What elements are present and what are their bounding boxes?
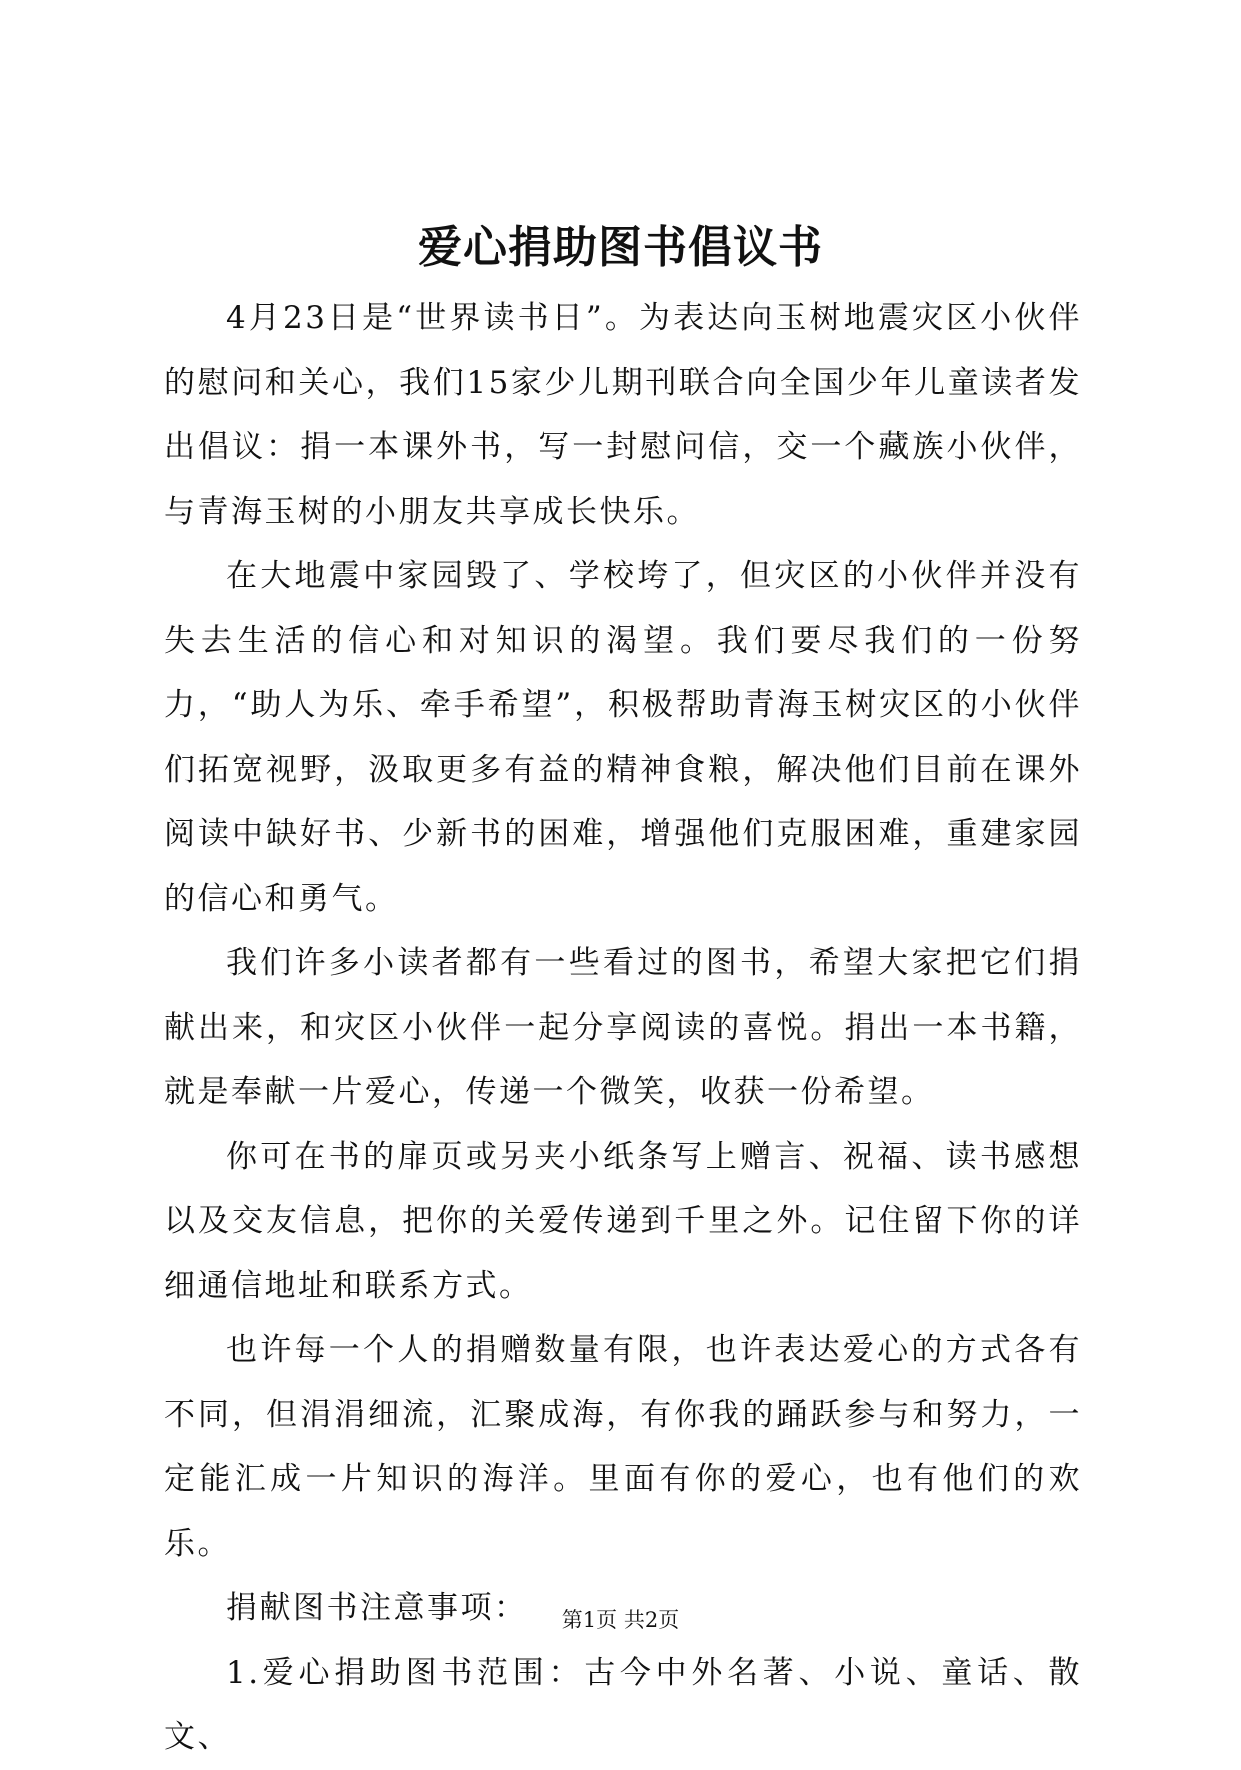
- document-body: [164, 286, 1082, 1770]
- page-number-footer: 第1页 共2页: [561, 1608, 680, 1632]
- paragraph-donate-books: 我们许多小读者都有一些看过的图书，希望大家把它们捐献出来，和灾区小伙伴一起分享阅读的喜悦。捐出一本书籍，就是奉献一片爱心，传递一个微笑，收获一份希望。: [164, 945, 1082, 1110]
- paragraph-participation: 也许每一个人的捐赠数量有限，也许表达爱心的方式各有不同，但涓涓细流，汇聚成海，有你我的踊跃参与和努力，一定能汇成一片知识的海洋。里面有你的爱心，也有他们的欢乐。: [164, 1332, 1082, 1562]
- paragraph-disaster: 在大地震中家园毁了、学校垮了，但灾区的小伙伴并没有失去生活的信心和对知识的渴望。我们要尽我们的一份努力，“助人为乐、牵手希望”，积极帮助青海玉树灾区的小伙伴们拓宽视野，汲取更多有益的精神食粮，解决他们目前在课外阅读中缺好书、少新书的困难，增强他们克服困难，重建家园的信心和勇气。: [164, 558, 1082, 917]
- document-title: 爱心捐助图书倡议书: [418, 222, 823, 273]
- paragraph-inscription: 你可在书的扉页或另夹小纸条写上赠言、祝福、读书感想以及交友信息，把你的关爱传递到千里之外。记住留下你的详细通信地址和联系方式。: [164, 1138, 1082, 1304]
- paragraph-intro: 4月23日是“世界读书日”。为表达向玉树地震灾区小伙伴的慰问和关心，我们15家少儿期刊联合向全国少年儿童读者发出倡议：捐一本课外书，写一封慰问信，交一个藏族小伙伴，与青海玉树的小朋友共享成长快乐。: [164, 300, 1082, 530]
- paragraph-note-1: 1.爱心捐助图书范围：古今中外名著、小说、童话、散文、: [164, 1654, 1082, 1755]
- paragraph-notes-heading: 捐献图书注意事项：: [226, 1590, 528, 1626]
